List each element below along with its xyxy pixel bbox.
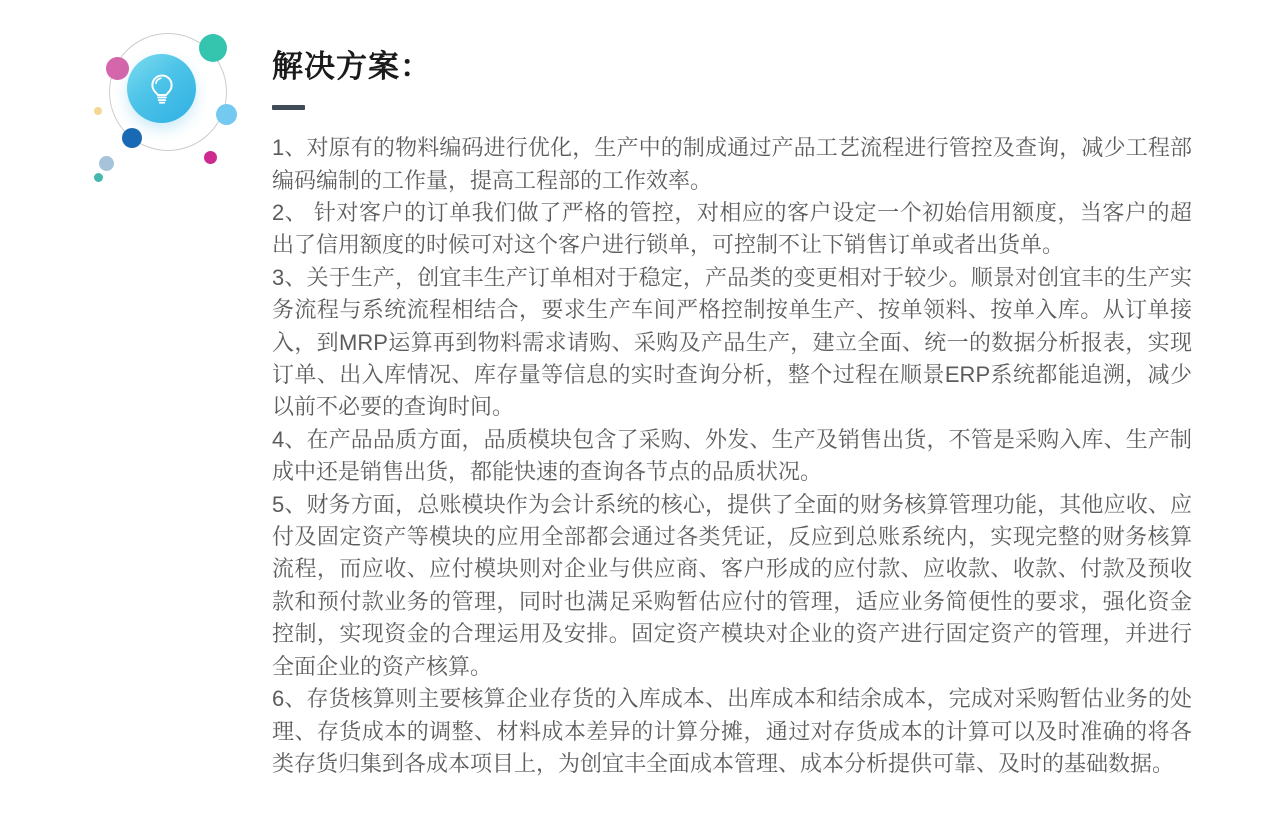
- dot-blue-gray-icon: [99, 156, 114, 171]
- paragraph-3: 3、关于生产，创宜丰生产订单相对于稳定，产品类的变更相对于较少。顺景对创宜丰的生产实务流程与系统流程相结合，要求生产车间严格控制按单生产、按单领料、按单入库。从订单接入，到MRP运算再到物料需求请购、采购及产品生产，建立全面、统一的数据分析报表，实现订单、出入库情况、库存量等信息的实时查询分析，整个过程在顺景ERP系统都能追溯，减少以前不必要的查询时间。: [272, 264, 1192, 420]
- dot-teal-tiny-icon: [94, 173, 103, 182]
- dot-pink-icon: [106, 57, 129, 80]
- page-title: 解决方案：: [272, 49, 432, 84]
- paragraph-4: 4、在产品品质方面，品质模块包含了采购、外发、生产及销售出货，不管是采购入库、生产制成中还是销售出货，都能快速的查询各节点的品质状况。: [272, 426, 1192, 485]
- dot-magenta-small-icon: [204, 151, 217, 164]
- dot-teal-large-icon: [199, 34, 227, 62]
- lightbulb-icon: [127, 54, 196, 123]
- heading-accent-dash: [272, 105, 305, 110]
- paragraph-5: 5、财务方面，总账模块作为会计系统的核心，提供了全面的财务核算管理功能，其他应收、应付及固定资产等模块的应用全部都会通过各类凭证，反应到总账系统内，实现完整的财务核算流程，而应收、应付模块则对企业与供应商、客户形成的应付款、应收款、收款、付款及预收款和预付款业务的管理，同时也满足采购暂估应付的管理，适应业务简便性的要求，强化资金控制，实现资金的合理运用及安排。固定资产模块对企业的资产进行固定资产的管理，并进行全面企业的资产核算。: [272, 491, 1192, 679]
- dot-light-blue-icon: [216, 104, 237, 125]
- paragraph-1: 1、对原有的物料编码进行优化，生产中的制成通过产品工艺流程进行管控及查询，减少工程部编码编制的工作量，提高工程部的工作效率。: [272, 135, 1192, 193]
- dot-dark-blue-icon: [122, 128, 142, 148]
- lightbulb-illustration: [0, 0, 260, 210]
- solution-text: [272, 132, 1192, 780]
- dot-yellow-small-icon: [94, 107, 102, 115]
- paragraph-2: 2、 针对客户的订单我们做了严格的管控，对相应的客户设定一个初始信用额度，当客户的超出了信用额度的时候可对这个客户进行锁单，可控制不让下销售订单或者出货单。: [272, 200, 1192, 258]
- content-column: [272, 48, 1192, 780]
- paragraph-6: 6、存货核算则主要核算企业存货的入库成本、出库成本和结余成本，完成对采购暂估业务的处理、存货成本的调整、材料成本差异的计算分摊，通过对存货成本的计算可以及时准确的将各类存货归集到各成本项目上，为创宜丰全面成本管理、成本分析提供可靠、及时的基础数据。: [272, 686, 1192, 776]
